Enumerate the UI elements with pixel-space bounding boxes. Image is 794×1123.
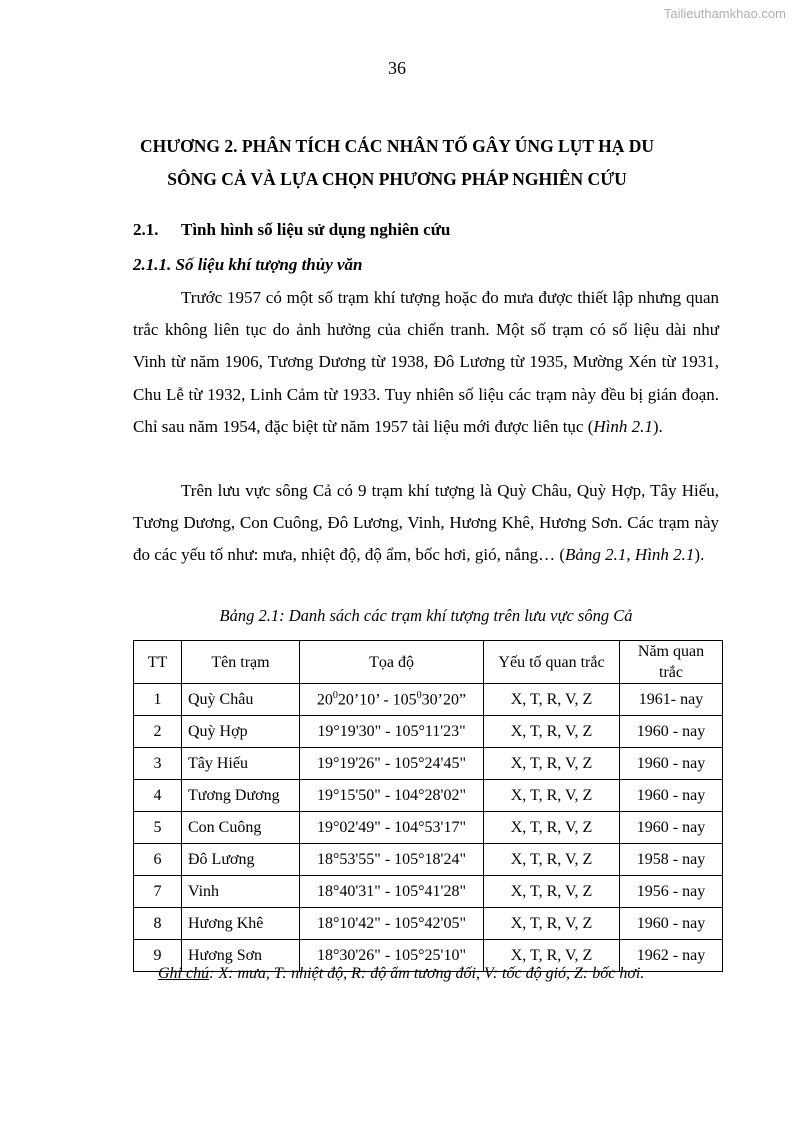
cell-station-name: Hương Sơn (182, 940, 300, 972)
table-row (134, 684, 723, 716)
cell-tt: 1 (134, 684, 182, 716)
cell-years: 1962 - nay (620, 940, 723, 972)
cell-tt: 2 (134, 716, 182, 748)
section-title: Tình hình số liệu sử dụng nghiên cứu (181, 220, 451, 239)
cell-years: 1960 - nay (620, 748, 723, 780)
cell-coordinates: 19°15'50" - 104°28'02" (300, 780, 484, 812)
figure-ref: Hình 2.1 (593, 416, 653, 436)
cell-station-name: Đô Lương (182, 844, 300, 876)
cell-elements: X, T, R, V, Z (484, 812, 620, 844)
cell-elements: X, T, R, V, Z (484, 716, 620, 748)
cell-coordinates: 18°10'42" - 105°42'05" (300, 908, 484, 940)
cell-years: 1960 - nay (620, 908, 723, 940)
cell-elements: X, T, R, V, Z (484, 748, 620, 780)
table-row (134, 716, 723, 748)
figure-ref: Hình 2.1 (634, 545, 695, 565)
header-elements: Yếu tố quan trắc (484, 641, 620, 684)
cell-elements: X, T, R, V, Z (484, 780, 620, 812)
paragraph-1-end: ). (652, 416, 663, 436)
cell-tt: 8 (134, 908, 182, 940)
header-tt: TT (134, 641, 182, 684)
paragraph-1 (133, 282, 719, 443)
cell-coordinates: 19°19'26" - 105°24'45" (300, 748, 484, 780)
table-ref: Bảng 2.1 (565, 545, 627, 565)
cell-years: 1961- nay (620, 684, 723, 716)
note-label: Ghi chú (158, 965, 210, 982)
cell-years: 1960 - nay (620, 780, 723, 812)
cell-years: 1956 - nay (620, 876, 723, 908)
cell-coordinates: 19°02'49" - 104°53'17" (300, 812, 484, 844)
paragraph-2-text: Trên lưu vực sông Cả có 9 trạm khí tượng là Quỳ Châu, Quỳ Hợp, Tây Hiếu, Tương Dương, Con Cuông, Đô Lương, Vinh, Hương Khê, Hương Sơn. Các trạm này đo các yếu tố như: mưa, nhiệt độ, độ ẩm, bốc hơi, gió, nắng… ( (133, 481, 719, 565)
cell-coordinates: 18°53'55" - 105°18'24" (300, 844, 484, 876)
cell-coordinates: 18°40'31" - 105°41'28" (300, 876, 484, 908)
cell-coordinates: $20^020’10$’ - $105^030’20$” (300, 684, 484, 716)
chapter-title-line-2: SÔNG CẢ VÀ LỰA CHỌN PHƯƠNG PHÁP NGHIÊN CỨU (167, 169, 627, 189)
chapter-title (100, 130, 694, 196)
section-number: 2.1. (133, 220, 159, 239)
header-coordinates: Tọa độ (300, 641, 484, 684)
cell-elements: X, T, R, V, Z (484, 684, 620, 716)
cell-station-name: Tây Hiếu (182, 748, 300, 780)
paragraph-2 (133, 475, 719, 572)
stations-table (133, 640, 723, 972)
cell-elements: X, T, R, V, Z (484, 940, 620, 972)
section-heading (133, 220, 450, 240)
header-station-name: Tên trạm (182, 641, 300, 684)
cell-tt: 5 (134, 812, 182, 844)
table-header-row (134, 641, 723, 684)
paragraph-2-end: ). (694, 545, 705, 565)
cell-tt: 4 (134, 780, 182, 812)
cell-elements: X, T, R, V, Z (484, 876, 620, 908)
chapter-title-line-1: CHƯƠNG 2. PHÂN TÍCH CÁC NHÂN TỐ GÂY ÚNG LỤT HẠ DU (139, 136, 654, 156)
cell-tt: 3 (134, 748, 182, 780)
note-text: : X: mưa, T: nhiệt độ, R: độ ẩm tương đối, V: tốc độ gió, Z: bốc hơi. (209, 965, 645, 982)
cell-years: 1958 - nay (620, 844, 723, 876)
cell-station-name: Tương Dương (182, 780, 300, 812)
cell-tt: 6 (134, 844, 182, 876)
subsection-heading: 2.1.1. Số liệu khí tượng thủy văn (133, 255, 363, 274)
cell-station-name: Hương Khê (182, 908, 300, 940)
cell-coordinates: 18°30'26" - 105°25'10" (300, 940, 484, 972)
cell-station-name: Quỳ Hợp (182, 716, 300, 748)
table-row (134, 844, 723, 876)
cell-tt: 7 (134, 876, 182, 908)
cell-station-name: Vinh (182, 876, 300, 908)
table-row (134, 876, 723, 908)
ref-separator: , (626, 545, 635, 565)
table-note (158, 965, 644, 983)
cell-station-name: Quỳ Châu (182, 684, 300, 716)
table-row (134, 748, 723, 780)
header-years: Năm quan trắc (620, 641, 723, 684)
table-row (134, 908, 723, 940)
cell-years: 1960 - nay (620, 812, 723, 844)
watermark: Tailieuthamkhao.com (663, 6, 786, 21)
cell-coordinates: 19°19'30" - 105°11'23" (300, 716, 484, 748)
cell-tt: 9 (134, 940, 182, 972)
table-row (134, 812, 723, 844)
cell-years: 1960 - nay (620, 716, 723, 748)
table-row (134, 780, 723, 812)
page-number: 36 (388, 58, 406, 78)
cell-station-name: Con Cuông (182, 812, 300, 844)
cell-elements: X, T, R, V, Z (484, 908, 620, 940)
cell-elements: X, T, R, V, Z (484, 844, 620, 876)
paragraph-1-text: Trước 1957 có một số trạm khí tượng hoặc đo mưa được thiết lập nhưng quan trắc không liên tục do ảnh hưởng của chiến tranh. Một số trạm có số liệu dài như Vinh từ năm 1906, Tương Dương từ 1938, Đô Lương từ 1935, Mường Xén từ 1931, Chu Lễ từ 1932, Linh Cảm từ 1933. Tuy nhiên số liệu các trạm này đều bị gián đoạn. Chỉ sau năm 1954, đặc biệt từ năm 1957 tài liệu mới được liên tục ( (133, 288, 719, 436)
table-caption: Bảng 2.1: Danh sách các trạm khí tượng trên lưu vực sông Cả (219, 606, 633, 625)
